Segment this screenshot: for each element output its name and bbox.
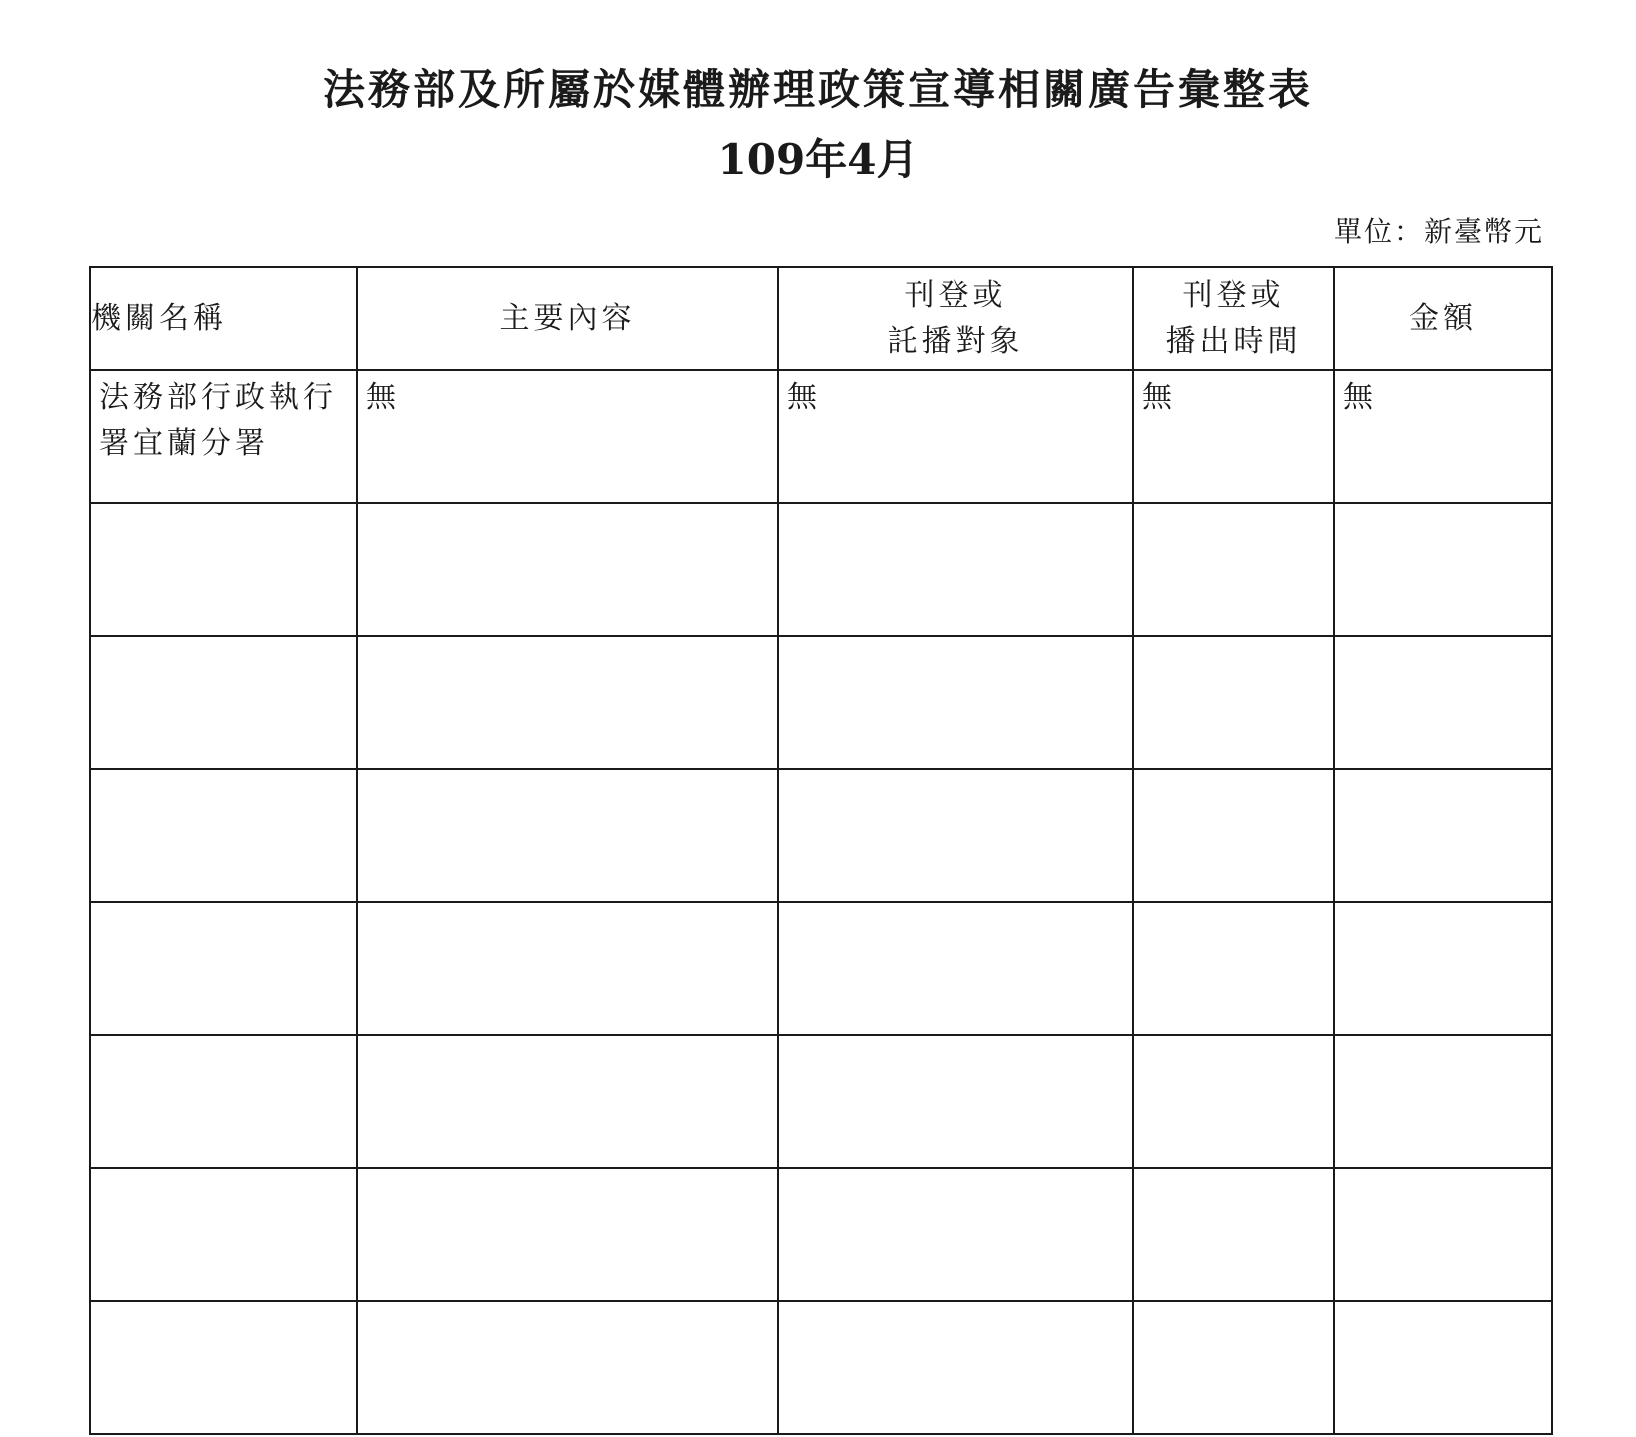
table-row — [90, 636, 1552, 769]
amount-cell — [1334, 1168, 1552, 1301]
agency-name-cell — [90, 636, 357, 769]
agency-name-cell — [90, 503, 357, 636]
publish-time-cell — [1133, 769, 1334, 902]
column-header-agency-name: 機關名稱 — [90, 267, 357, 370]
amount-cell: 無 — [1334, 370, 1552, 503]
document-title: 法務部及所屬於媒體辦理政策宣導相關廣告彙整表 — [322, 65, 1313, 114]
publish-target-cell — [778, 1168, 1133, 1301]
agency-name-cell — [90, 769, 357, 902]
publish-time-cell: 無 — [1133, 370, 1334, 503]
publish-target-cell: 無 — [778, 370, 1133, 503]
publish-target-cell — [778, 769, 1133, 902]
table-header-row — [90, 267, 1552, 370]
publish-target-cell — [778, 1035, 1133, 1168]
table-row — [90, 769, 1552, 902]
main-content-cell — [357, 902, 778, 1035]
main-content-cell — [357, 1168, 778, 1301]
column-header-amount: 金額 — [1334, 267, 1552, 370]
column-header-main-content: 主要內容 — [357, 267, 778, 370]
main-content-cell — [357, 1035, 778, 1168]
publish-time-cell — [1133, 636, 1334, 769]
main-content-cell — [357, 503, 778, 636]
currency-unit-label: 單位：新臺幣元 — [1333, 215, 1544, 248]
publish-time-cell — [1133, 1035, 1334, 1168]
amount-cell — [1334, 902, 1552, 1035]
table-row — [90, 370, 1552, 503]
document-subtitle: 109年4月 — [717, 135, 919, 184]
advertising-summary-table — [89, 266, 1553, 1435]
publish-target-cell — [778, 902, 1133, 1035]
agency-name-cell — [90, 1035, 357, 1168]
agency-name-cell — [90, 902, 357, 1035]
table-row — [90, 1301, 1552, 1434]
publish-time-cell — [1133, 1301, 1334, 1434]
main-content-cell: 無 — [357, 370, 778, 503]
publish-time-cell — [1133, 503, 1334, 636]
main-content-cell — [357, 769, 778, 902]
table-row — [90, 1035, 1552, 1168]
agency-name-cell: 法務部行政執行 署宜蘭分署 — [90, 370, 357, 503]
table-row — [90, 1168, 1552, 1301]
agency-name-cell — [90, 1168, 357, 1301]
publish-target-cell — [778, 1301, 1133, 1434]
column-header-publish-target: 刊登或 託播對象 — [778, 267, 1133, 370]
amount-cell — [1334, 636, 1552, 769]
column-header-publish-time: 刊登或 播出時間 — [1133, 267, 1334, 370]
publish-time-cell — [1133, 1168, 1334, 1301]
amount-cell — [1334, 503, 1552, 636]
main-content-cell — [357, 1301, 778, 1434]
publish-target-cell — [778, 636, 1133, 769]
agency-name-cell — [90, 1301, 357, 1434]
amount-cell — [1334, 1301, 1552, 1434]
main-content-cell — [357, 636, 778, 769]
amount-cell — [1334, 769, 1552, 902]
table-row — [90, 503, 1552, 636]
table-row — [90, 902, 1552, 1035]
publish-time-cell — [1133, 902, 1334, 1035]
amount-cell — [1334, 1035, 1552, 1168]
publish-target-cell — [778, 503, 1133, 636]
